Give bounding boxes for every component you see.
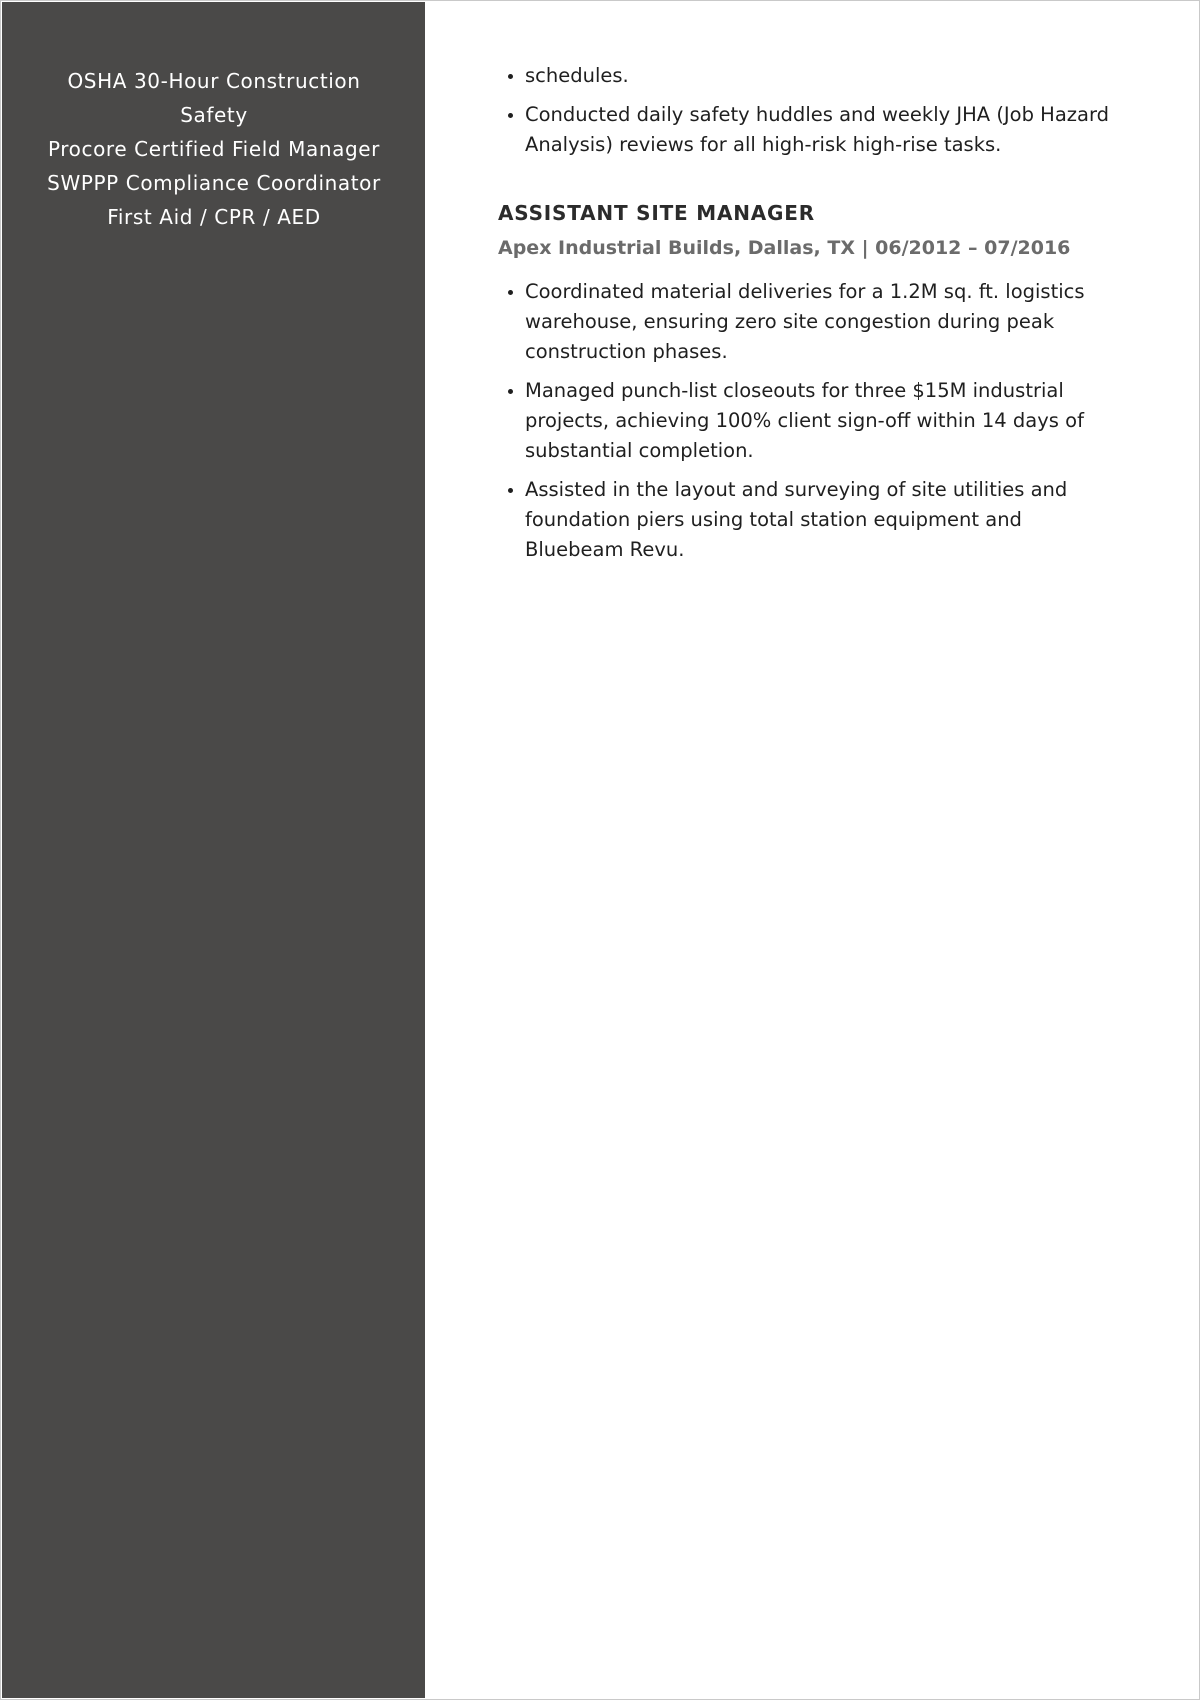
sidebar — [2, 2, 425, 1698]
job-company-dates: Apex Industrial Builds, Dallas, TX | 06/2012 – 07/2016 — [498, 237, 1071, 259]
job-title: ASSISTANT SITE MANAGER — [498, 201, 815, 225]
job-entry — [498, 198, 1123, 565]
continued-bullet-list — [498, 61, 1123, 160]
certification-item: Procore Certified Field Manager — [47, 137, 381, 161]
bullet-item: • Coordinated material deliveries for a 1.2M sq. ft. logistics warehouse, ensuring zero site congestion during peak construction phases. — [525, 277, 1123, 367]
certification-item: SWPPP Compliance Coordinator — [47, 171, 381, 195]
certification-item: OSHA 30-Hour Construction Safety — [67, 69, 361, 127]
certifications-list — [34, 64, 394, 234]
job-bullet-list — [498, 277, 1123, 565]
bullet-item: • Managed punch-list closeouts for three $15M industrial projects, achieving 100% client sign-off within 14 days of substantial completion. — [525, 376, 1123, 466]
bullet-item: • schedules. — [525, 61, 1123, 91]
main-content — [498, 61, 1123, 574]
bullet-item: • Assisted in the layout and surveying of site utilities and foundation piers using total station equipment and Bluebeam Revu. — [525, 475, 1123, 565]
bullet-item: • Conducted daily safety huddles and weekly JHA (Job Hazard Analysis) reviews for all high-risk high-rise tasks. — [525, 100, 1123, 160]
certification-item: First Aid / CPR / AED — [107, 205, 321, 229]
